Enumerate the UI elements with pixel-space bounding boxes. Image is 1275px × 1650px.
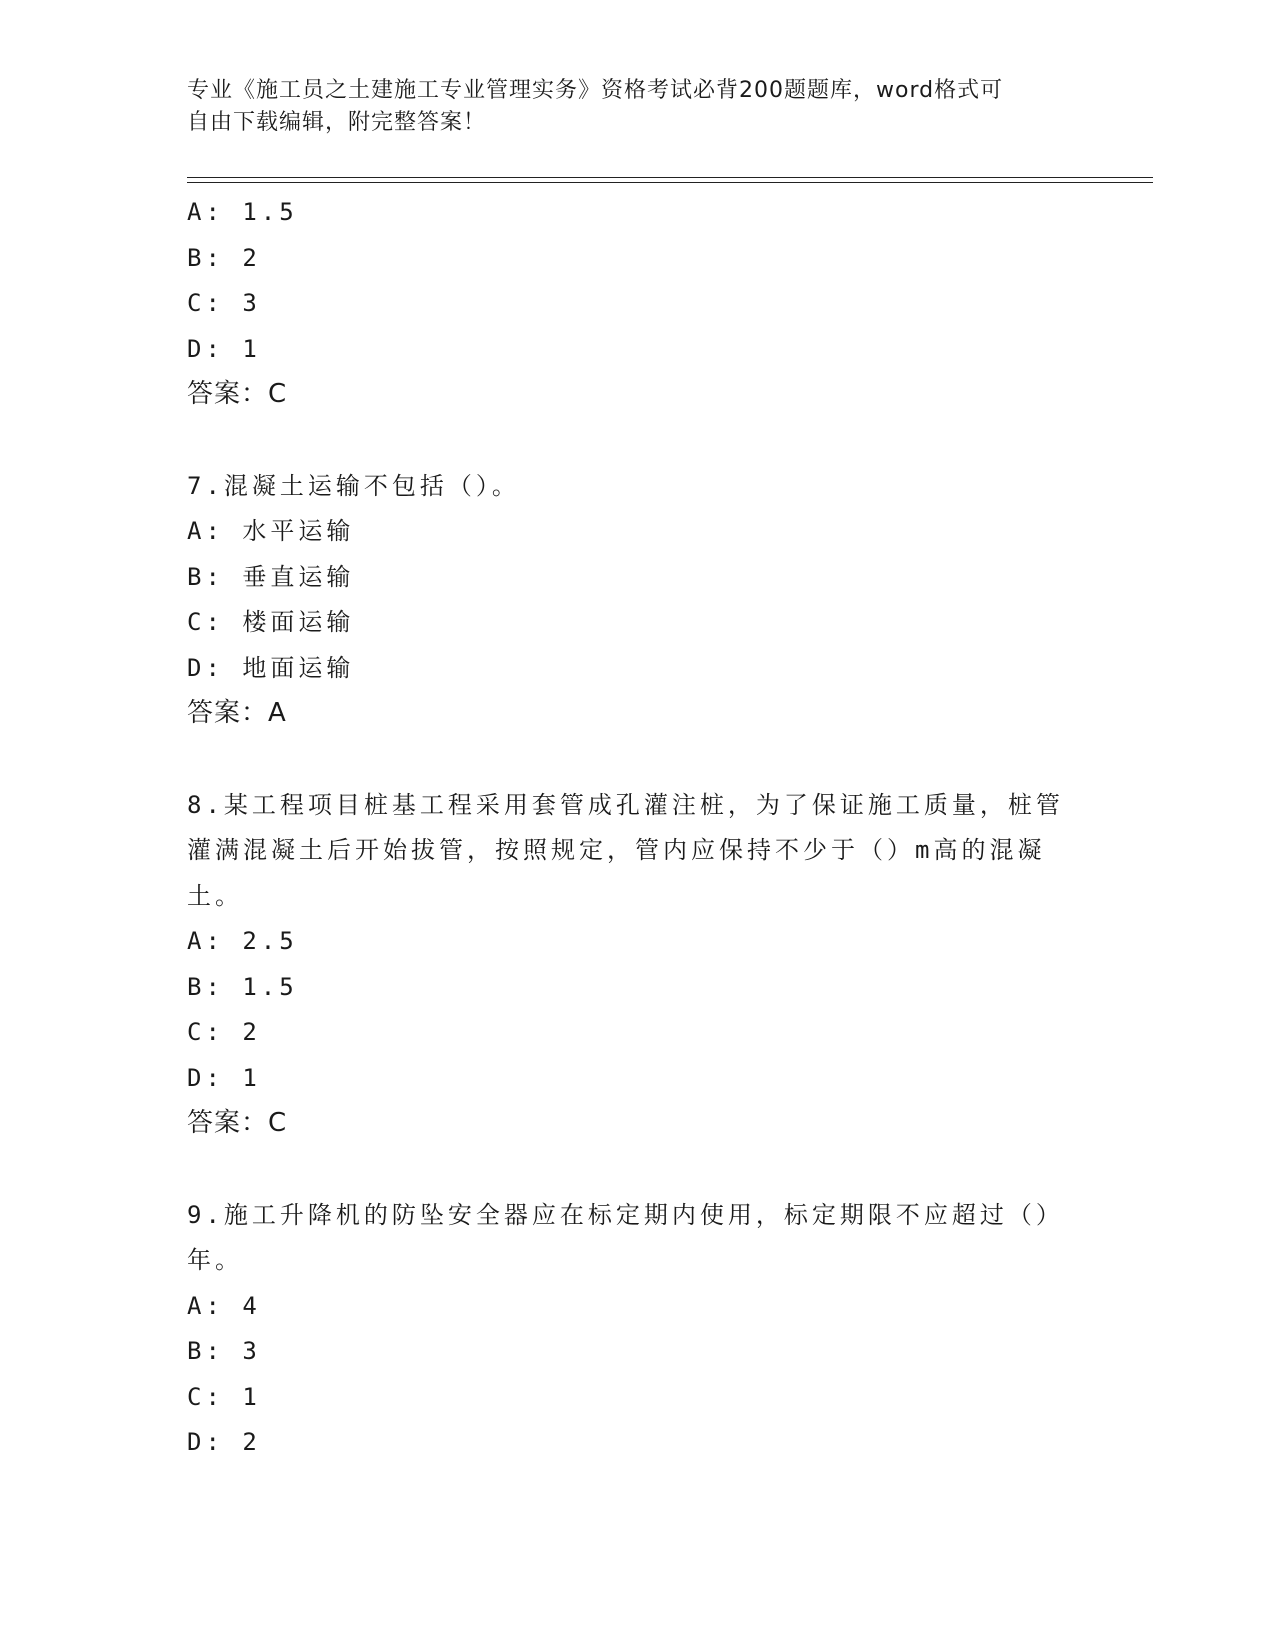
option-a: A: 1.5 — [187, 198, 298, 226]
option-b: B: 垂直运输 — [187, 562, 355, 591]
header-divider-bottom — [187, 182, 1153, 183]
header-title-line-2: 自由下载编辑，附完整答案！ — [187, 110, 487, 135]
option-d: D: 2 — [187, 1428, 261, 1456]
question-block-8 — [187, 783, 1087, 1147]
question-list — [187, 190, 1087, 1466]
option-c: C: 2 — [187, 1018, 261, 1046]
option-b: B: 1.5 — [187, 972, 298, 1001]
answer-line: 答案：C — [187, 379, 288, 409]
option-d: D: 1 — [187, 1063, 261, 1092]
question-block-prev — [187, 190, 1087, 418]
option-c: C: 楼面运输 — [187, 608, 355, 636]
option-d: D: 地面运输 — [187, 653, 355, 682]
option-b: B: 3 — [187, 1337, 261, 1365]
document-header — [187, 75, 1087, 139]
answer-line: 答案：A — [187, 698, 287, 728]
spacer — [187, 1147, 1087, 1193]
option-a: A: 2.5 — [187, 927, 298, 955]
header-divider-top — [187, 177, 1153, 178]
spacer — [187, 737, 1087, 783]
question-text: 9.施工升降机的防坠安全器应在标定期内使用，标定期限不应超过（）年。 — [187, 1200, 1064, 1274]
option-d: D: 1 — [187, 334, 261, 363]
question-block-9 — [187, 1193, 1087, 1466]
spacer — [187, 418, 1087, 464]
question-block-7 — [187, 464, 1087, 737]
header-title-line-1: 专业《施工员之土建施工专业管理实务》资格考试必背200题题库，word格式可 — [187, 78, 1004, 103]
option-a: A: 水平运输 — [187, 517, 355, 545]
answer-line: 答案：C — [187, 1108, 288, 1138]
question-text: 8.某工程项目桩基工程采用套管成孔灌注桩，为了保证施工质量，桩管灌满混凝土后开始拔管，按照规定，管内应保持不少于（）m高的混凝土。 — [187, 790, 1064, 910]
option-a: A: 4 — [187, 1291, 261, 1320]
option-c: C: 3 — [187, 289, 261, 317]
option-b: B: 2 — [187, 243, 261, 272]
question-text: 7.混凝土运输不包括（）。 — [187, 471, 520, 500]
option-c: C: 1 — [187, 1382, 261, 1411]
